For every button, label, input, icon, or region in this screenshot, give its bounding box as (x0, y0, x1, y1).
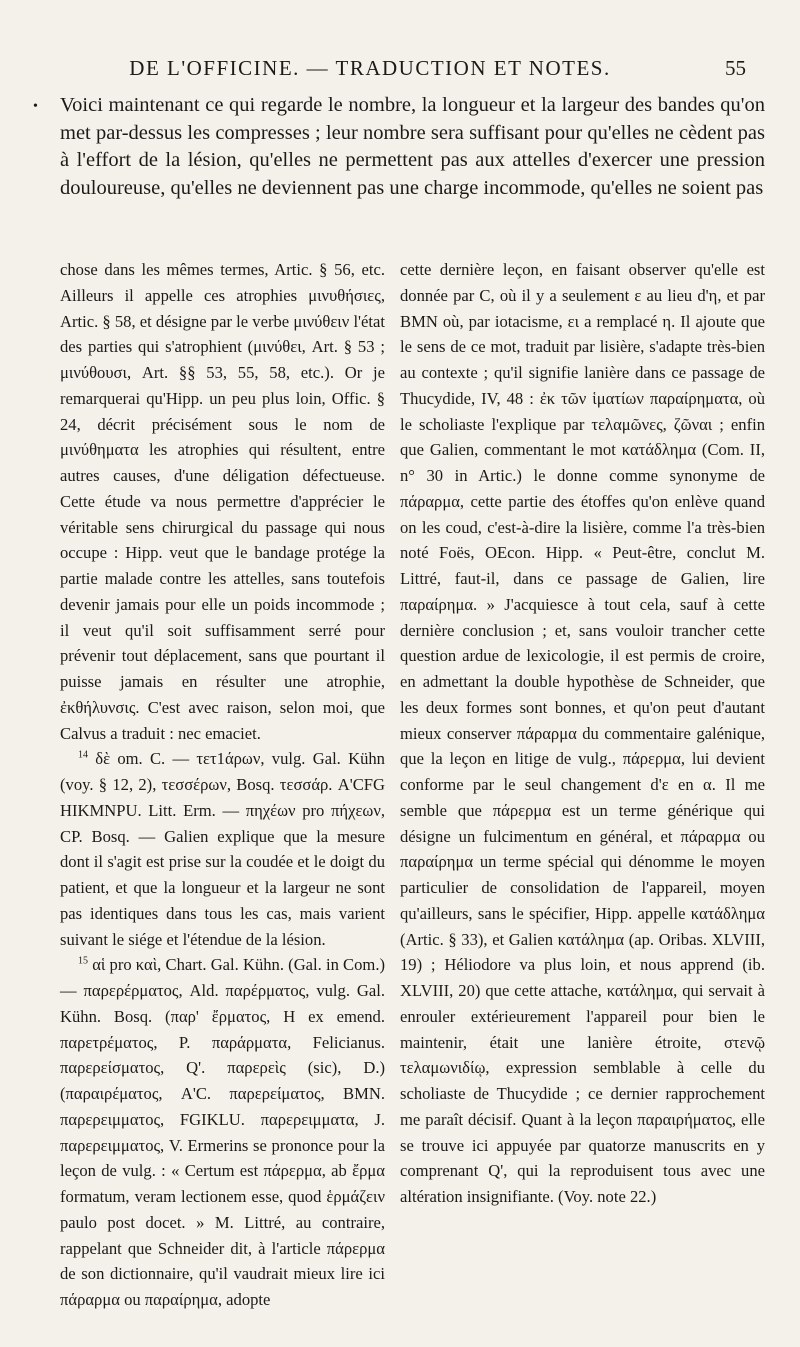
note-15-text: αἱ pro καὶ, Chart. Gal. Kühn. (Gal. in Com.) — παρερέρματος, Ald. παρέρματος, vulg. Gal. Kühn. Bosq. (παρ' ἔρματος, H ex emend. παρετρέματος, P. παράρματα, Felicianus. παρερείσματος, Q'. παρερεὶς (sic), D.) (παραιρέματος, A'C. παρερείματος, BMN. παρερειμματος, FGIKLU. παρερειμματα, J. παρερειμματος, V. Ermerins se prononce pour la leçon de vulg. : « Certum est πάρερμα, ab ἔρμα formatum, veram lectionem esse, quod ἑρμάζειν paulo post docet. » M. Littré, au contraire, rappelant que Schneider dit, à l'article πάρερμα de son dictionnaire, qu'il vaudrait mieux lire ici πάραρμα ou παραίρημα, adopte (60, 955, 386, 1309)
right-column (400, 257, 765, 1210)
left-paragraph: chose dans les mêmes termes, Artic. § 56, etc. Ailleurs il appelle ces atrophies μινυθήσιες, Artic. § 58, et désigne par le verbe μινύθειν l'état des parties qui s'atrophient (μινύθει, Art. § 53 ; μινύθουσι, Art. §§ 53, 55, 58, etc.). Or je remarquerai qu'Hipp. un peu plus loin, Offic. § 24, décrit précisément sous le nom de μινύθηματα les atrophies qui résultent, entre autres causes, d'une déligation défectueuse. Cette étude va nous permettre d'apprécier le véritable sens chirurgical du passage qui nous occupe : Hipp. veut que le bandage protége la partie malade contre les attelles, sans toutefois devenir jamais pour elle un poids incommode ; il veut qu'il soit suffisamment serré pour prévenir tout déplacement, sans que pourtant il puisse jamais en résulter une atrophie, ἐκθήλυνσις. C'est avec raison, selon moi, que Calvus a traduit : nec emaciet. (60, 260, 385, 743)
note-14-number: 14 (78, 749, 88, 761)
note-15-number: 15 (78, 955, 88, 967)
page-number: 55 (725, 56, 746, 80)
note-15 (60, 952, 385, 1313)
note-14 (60, 746, 385, 952)
note-14-text: δὲ om. C. — τετ1άρων, vulg. Gal. Kühn (voy. § 12, 2), τεσσέρων, Bosq. τεσσάρ. A'CFG HIKMNPU. Litt. Erm. — πηχέων pro πήχεων, CP. Bosq. — Galien explique que la mesure dont il s'agit est prise sur la coudée et le doigt du patient, et que la longueur et la largeur ne sont pas identiques dans tous les cas, mais varient suivant le siége et l'étendue de la lésion. (60, 749, 385, 949)
margin-bullet: • (33, 99, 38, 114)
running-head: DE L'OFFICINE. — TRADUCTION ET NOTES. (129, 56, 611, 80)
right-paragraph: cette dernière leçon, en faisant observer qu'elle est donnée par C, où il y a seulement ε au lieu d'η, et par BMN où, par iotacisme, ει a remplacé η. Il ajoute que le sens de ce mot, traduit par lisière, s'adapte très-bien au contexte ; qu'il signifie lanière dans ce passage de Thucydide, IV, 48 : ἐκ τῶν ἱματίων παραίρηματα, où le scholiaste l'explique par τελαμῶνες, ζῶναι ; enfin que Galien, commentant le mot κατάδλημα (Com. II, n° 30 in Artic.) le donne comme synonyme de πάραρμα, cette partie des étoffes qu'on enlève quand on les coud, c'est-à-dire la lisière, comme l'a très-bien noté Foës, OEcon. Hipp. « Peut-être, conclut M. Littré, faut-il, dans ce passage de Galien, lire παραίρημα. » J'acquiesce à tout cela, sauf à cette dernière conclusion ; et, sans vouloir trancher cette question ardue de lexicologie, il est permis de croire, en admettant la double hypothèse de Schneider, que les deux formes sont bonnes, et qu'on peut d'autant mieux conserver πάραρμα du commentaire galénique, que la leçon en litige de vulg., πάρερμα, lui devient conforme par le seul changement d'ε en α. Il me semble que πάρερμα est un terme générique qui désigne un fulcimentum en général, et πάραρμα ou παραίρημα un terme spécial qui dénomme le moyen particulier de consolidation de l'appareil, moyen qu'ailleurs, sans le spécifier, Hipp. appelle κατάδλημα (Artic. § 33), et Galien κατάλημα (ap. Oribas. XLVIII, 19) ; Héliodore va plus loin, et nous apprend (ib. XLVIII, 20) que cette attache, κατάλημα, qui servait à enrouler extérieurement l'appareil pour bien le maintenir, était une lanière étroite, στενῷ τελαμωνιδίῳ, expression semblable à celle du scholiaste de Thucydide ; ce dernier rapprochement me paraît décisif. Quant à la leçon παραιρήματος, elle se trouve ici appuyée par quatorze manuscrits en y comprenant Q', qui la reproduisent tous avec une altération insignifiante. (Voy. note 22.) (400, 260, 765, 1206)
intro-paragraph: Voici maintenant ce qui regarde le nombre, la longueur et la largeur des bandes qu'on met par-dessus les compresses ; leur nombre sera suffisant pour qu'elles ne cèdent pas à l'effort de la lésion, qu'elles ne permettent pas aux attelles d'exercer une pression douloureuse, qu'elles ne deviennent pas une charge incommode, qu'elles ne soient pas (60, 94, 765, 199)
left-column (60, 257, 385, 1313)
